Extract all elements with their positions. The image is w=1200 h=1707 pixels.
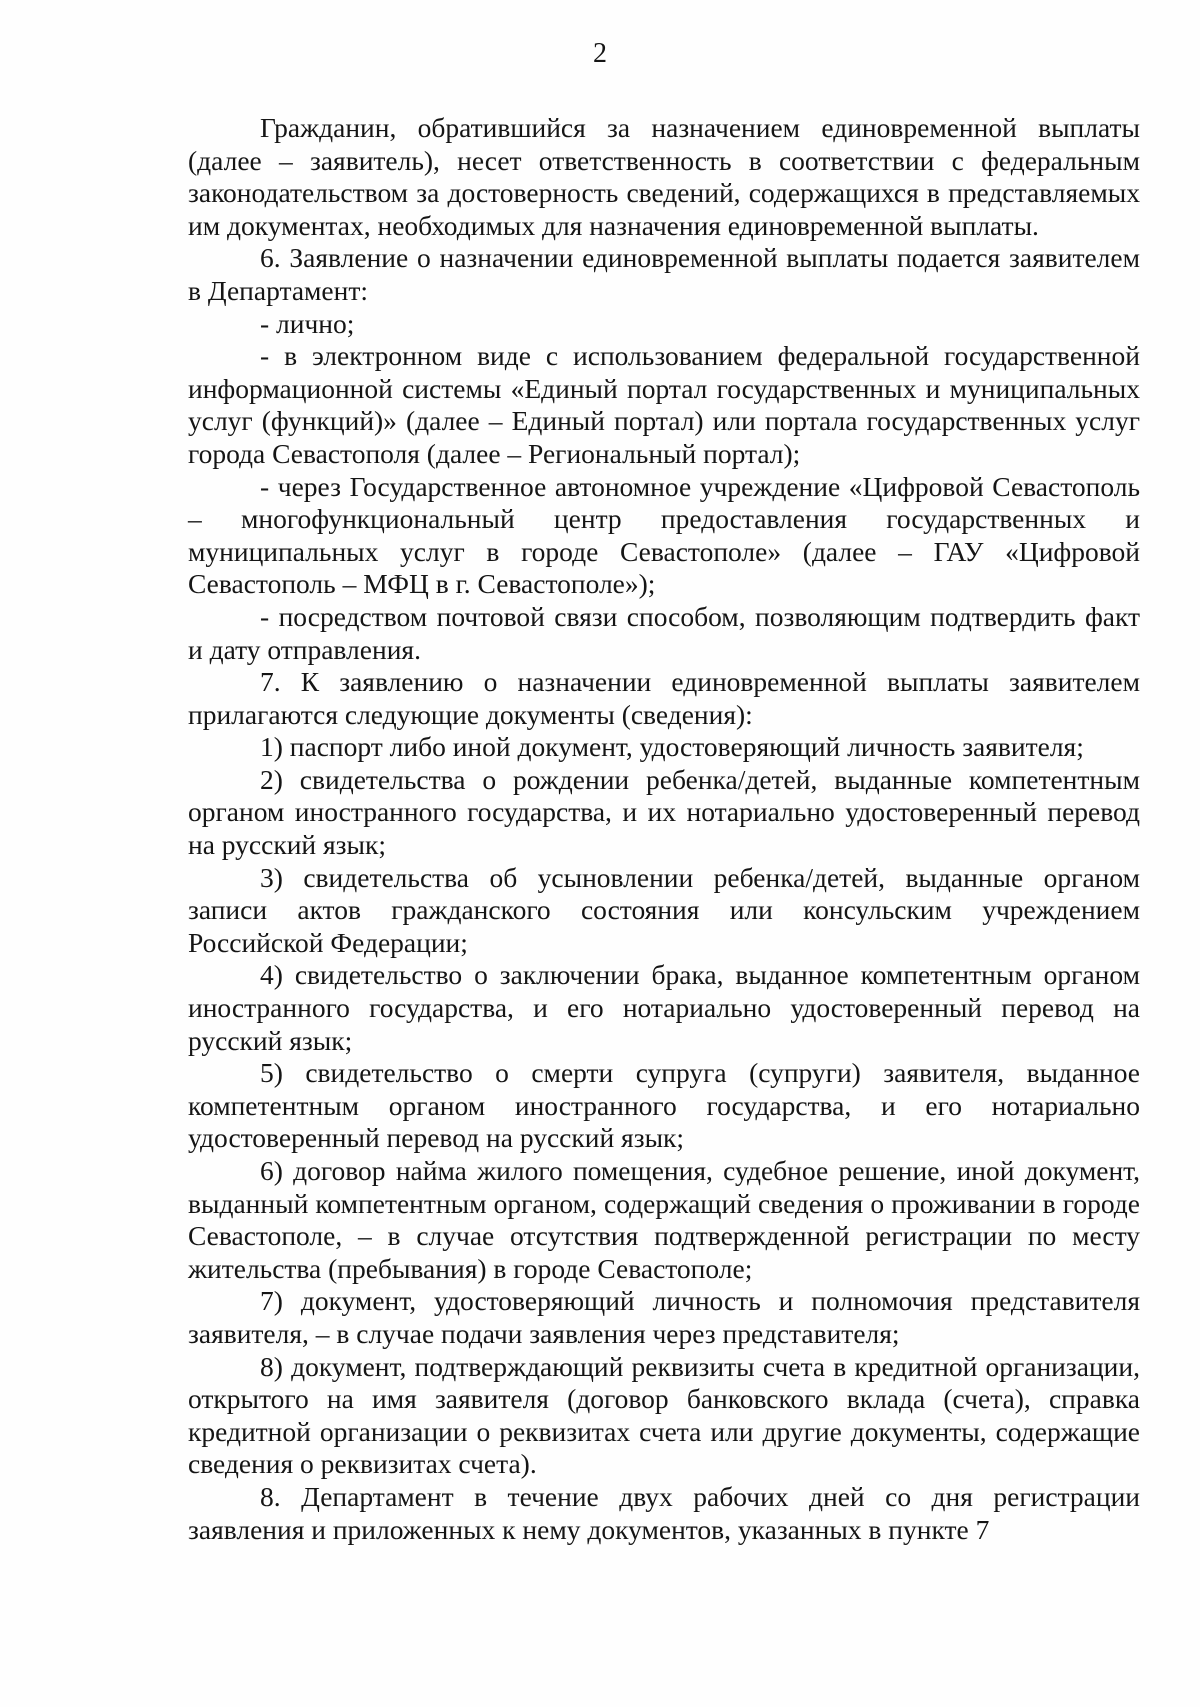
paragraph-8: 8. Департамент в течение двух рабочих дней со дня регистрации заявления и приложенных к нему документов, указанных в пункте 7 [188, 1480, 1140, 1545]
doc-item-6: 6) договор найма жилого помещения, судебное решение, иной документ, выданный компетентным органом, содержащий сведения о проживании в городе Севастополе, – в случае отсутствия подтвержденной регистрации по месту жительства (пребывания) в городе Севастополе; [188, 1155, 1140, 1284]
document-body [188, 112, 1140, 1546]
doc-item-2: 2) свидетельства о рождении ребенка/детей, выданные компетентным органом иностранного государства, и их нотариально удостоверенный перевод на русский язык; [188, 763, 1140, 861]
list-item-mfc: - через Государственное автономное учреждение «Цифровой Севастополь – многофункциональный центр предоставления государственных и муниципальных услуг в городе Севастополе» (далее – ГАУ «Цифровой Севастополь – МФЦ в г. Севастополе»); [188, 470, 1140, 600]
doc-item-3: 3) свидетельства об усыновлении ребенка/детей, выданные органом записи актов гражданского состояния или консульским учреждением Российской Федерации; [188, 861, 1140, 958]
doc-item-8: 8) документ, подтверждающий реквизиты счета в кредитной организации, открытого на имя заявителя (договор банковского вклада (счета), справка кредитной организации о реквизитах счета или другие документы, содержащие сведения о реквизитах счета). [188, 1350, 1140, 1480]
list-item-in-person: - лично; [260, 307, 355, 339]
page-number: 2 [593, 38, 607, 69]
list-item-electronic: - в электронном виде с использованием федеральной государственной информационной системы «Единый портал государственных и муниципальных услуг (функций)» (далее – Единый портал) или портала государственных услуг города Севастополя (далее – Региональный портал); [188, 340, 1140, 469]
list-item-postal: - посредством почтовой связи способом, позволяющим подтвердить факт и дату отправления. [188, 600, 1140, 665]
paragraph-7: 7. К заявлению о назначении единовременной выплаты заявителем прилагаются следующие документы (сведения): [188, 666, 1140, 730]
doc-item-1: 1) паспорт либо иной документ, удостоверяющий личность заявителя; [260, 731, 1084, 763]
doc-item-7: 7) документ, удостоверяющий личность и полномочия представителя заявителя, – в случае подачи заявления через представителя; [188, 1285, 1140, 1349]
paragraph-6: 6. Заявление о назначении единовременной выплаты подается заявителем в Департамент: [188, 242, 1140, 306]
paragraph-responsibility: Гражданин, обратившийся за назначением единовременной выплаты (далее – заявитель), несет ответственность в соответствии с федеральным законодательством за достоверность сведений, содержащихся в представляемых им документах, необходимых для назначения единовременной выплаты. [188, 112, 1140, 241]
doc-item-5: 5) свидетельство о смерти супруга (супруги) заявителя, выданное компетентным органом иностранного государства, и его нотариально удостоверенный перевод на русский язык; [188, 1057, 1140, 1154]
doc-item-4: 4) свидетельство о заключении брака, выданное компетентным органом иностранного государства, и его нотариально удостоверенный перевод на русский язык; [188, 959, 1140, 1056]
